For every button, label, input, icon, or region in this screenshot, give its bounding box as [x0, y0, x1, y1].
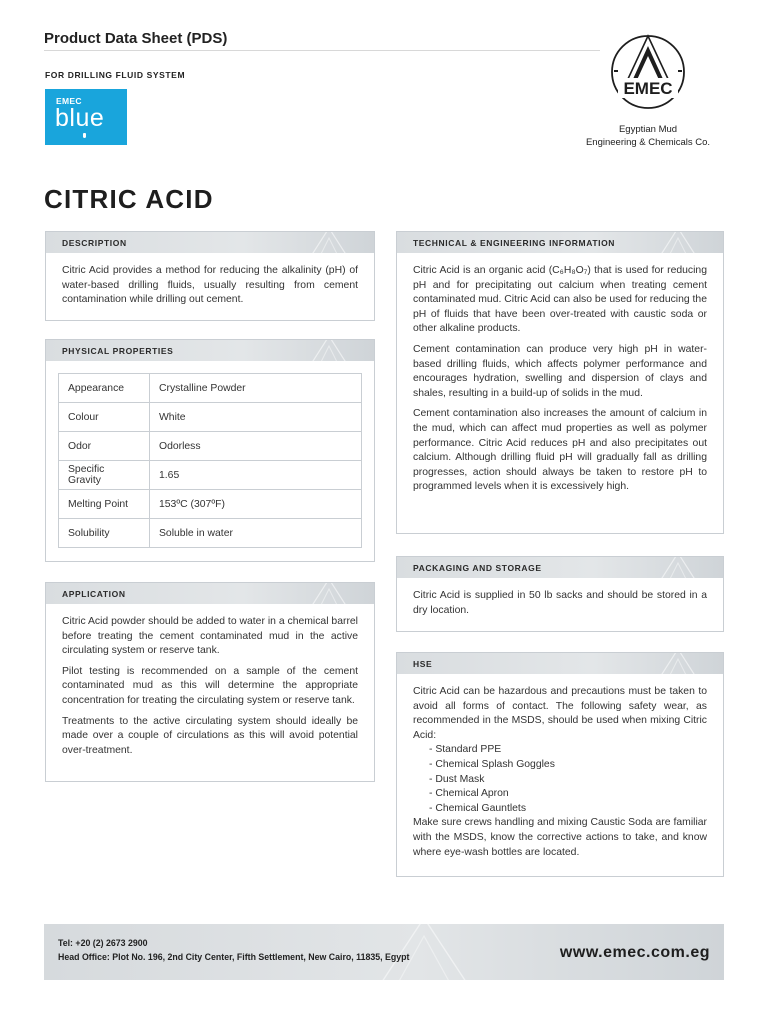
property-name: Colour: [59, 403, 150, 432]
list-item: - Chemical Gauntlets: [429, 802, 527, 814]
description-heading: DESCRIPTION: [62, 238, 127, 248]
physical-properties-heading: PHYSICAL PROPERTIES: [62, 346, 174, 356]
physical-properties-table: [58, 373, 362, 548]
header-decoration-icon: [294, 340, 364, 361]
technical-heading: TECHNICAL & ENGINEERING INFORMATION: [413, 238, 616, 248]
list-item: - Standard PPE: [429, 744, 502, 756]
company-name-line2: Engineering & Chemicals Co.: [585, 137, 711, 148]
header-decoration-icon: [294, 232, 364, 253]
application-heading: APPLICATION: [62, 589, 126, 599]
technical-paragraph: Citric Acid is an organic acid (C₆H₈O₇) that is used for reducing pH and for precipitating out calcium when treating cement contaminated mud. Citric Acid can also be used for reducing the pH of fluids that have been over-treated with caustic soda or other alkaline products.: [413, 265, 707, 335]
table-row: [59, 432, 362, 461]
list-item: - Dust Mask: [429, 773, 485, 785]
application-header: [46, 583, 374, 604]
table-row: [59, 461, 362, 490]
blue-logo-emec-text: EMEC: [56, 96, 82, 106]
footer-website-link[interactable]: www.emec.com.eg: [559, 944, 710, 961]
property-value: Odorless: [150, 432, 362, 461]
description-header: [46, 232, 374, 253]
droplet-icon: [83, 133, 86, 138]
property-value: Crystalline Powder: [150, 374, 362, 403]
description-body: Citric Acid provides a method for reducing the alkalinity (pH) of water-based drilling fluids, usually resulting from cement contamination while drilling out cement.: [62, 265, 358, 306]
technical-panel: [396, 231, 724, 534]
emec-blue-logo: [45, 89, 127, 145]
property-value: White: [150, 403, 362, 432]
property-name: Specific Gravity: [59, 461, 150, 490]
page-footer: [44, 924, 724, 980]
hse-outro: Make sure crews handling and mixing Caustic Soda are familiar with the MSDS, know the corrective actions to take, and know where eye-wash bottles are located.: [413, 817, 707, 858]
property-value: 153ºC (307ºF): [150, 490, 362, 519]
physical-properties-header: [46, 340, 374, 361]
company-name-line1: Egyptian Mud: [618, 124, 678, 135]
document-subtitle: FOR DRILLING FLUID SYSTEM: [45, 70, 186, 80]
safety-wear-list: [429, 743, 707, 816]
list-item: - Chemical Apron: [429, 788, 509, 800]
emec-company-logo: [608, 30, 688, 116]
company-logo-wordmark: EMEC: [623, 79, 673, 98]
description-panel: [45, 231, 375, 321]
technical-body: [397, 253, 723, 505]
company-name: [560, 123, 736, 149]
header-divider: [44, 50, 600, 51]
technical-paragraph: Cement contamination also increases the amount of calcium in the mud, which can affect mud properties as well as polymer performance. Citric Acid reduces pH and also precipitates out calcium. Although drilling fluid pH will gradually fall as drilling progresses, action should always be taken to restore pH to programmed levels when it is excessively high.: [413, 408, 707, 493]
footer-address: Head Office: Plot No. 196, 2nd City Center, Fifth Settlement, New Cairo, 11835, Egypt: [58, 952, 410, 962]
hse-body: [397, 674, 723, 870]
table-row: [59, 519, 362, 548]
header-decoration-icon: [643, 653, 713, 674]
hse-heading: HSE: [413, 659, 433, 669]
hse-panel: [396, 652, 724, 877]
footer-phone: Tel: +20 (2) 2673 2900: [58, 938, 148, 948]
table-row: [59, 374, 362, 403]
technical-paragraph: Cement contamination can produce very high pH in water-based drilling fluids, which affects polymer performance and encourages hydration, swelling and dispersion of clays and shales, resulting in a build-up of solids in the mud.: [413, 343, 707, 399]
blue-logo-blue-text: blue: [55, 104, 105, 132]
packaging-body: Citric Acid is supplied in 50 lb sacks and should be stored in a dry location.: [413, 590, 707, 616]
table-row: [59, 403, 362, 432]
property-name: Odor: [59, 432, 150, 461]
header-decoration-icon: [643, 557, 713, 578]
application-body: [46, 604, 374, 768]
property-name: Solubility: [59, 519, 150, 548]
packaging-heading: PACKAGING AND STORAGE: [413, 563, 542, 573]
hse-intro: Citric Acid can be hazardous and precautions must be taken to avoid all forms of contact. The following safety wear, as recommended in the MSDS, should be used when mixing Citric Acid:: [413, 686, 707, 741]
property-value: 1.65: [150, 461, 362, 490]
property-name: Appearance: [59, 374, 150, 403]
physical-properties-panel: [45, 339, 375, 562]
product-title: CITRIC ACID: [44, 184, 214, 214]
application-paragraph: Treatments to the active circulating system should ideally be made over a couple of circulations as this will avoid potential over-treatment.: [62, 715, 358, 756]
application-paragraph: Citric Acid powder should be added to water in a chemical barrel before treating the cement contaminated mud in the active circulating system or reserve tank.: [62, 616, 358, 657]
document-title: Product Data Sheet (PDS): [44, 30, 228, 47]
packaging-panel: [396, 556, 724, 632]
property-value: Soluble in water: [150, 519, 362, 548]
header-decoration-icon: [643, 232, 713, 253]
packaging-header: [397, 557, 723, 578]
list-item: - Chemical Splash Goggles: [429, 758, 555, 770]
technical-header: [397, 232, 723, 253]
table-row: [59, 490, 362, 519]
application-panel: [45, 582, 375, 782]
header-decoration-icon: [294, 583, 364, 604]
hse-header: [397, 653, 723, 674]
application-paragraph: Pilot testing is recommended on a sample of the cement contaminated mud as this will determine the appropriate concentration for treating the circulating system or reserve tank.: [62, 665, 358, 706]
property-name: Melting Point: [59, 490, 150, 519]
